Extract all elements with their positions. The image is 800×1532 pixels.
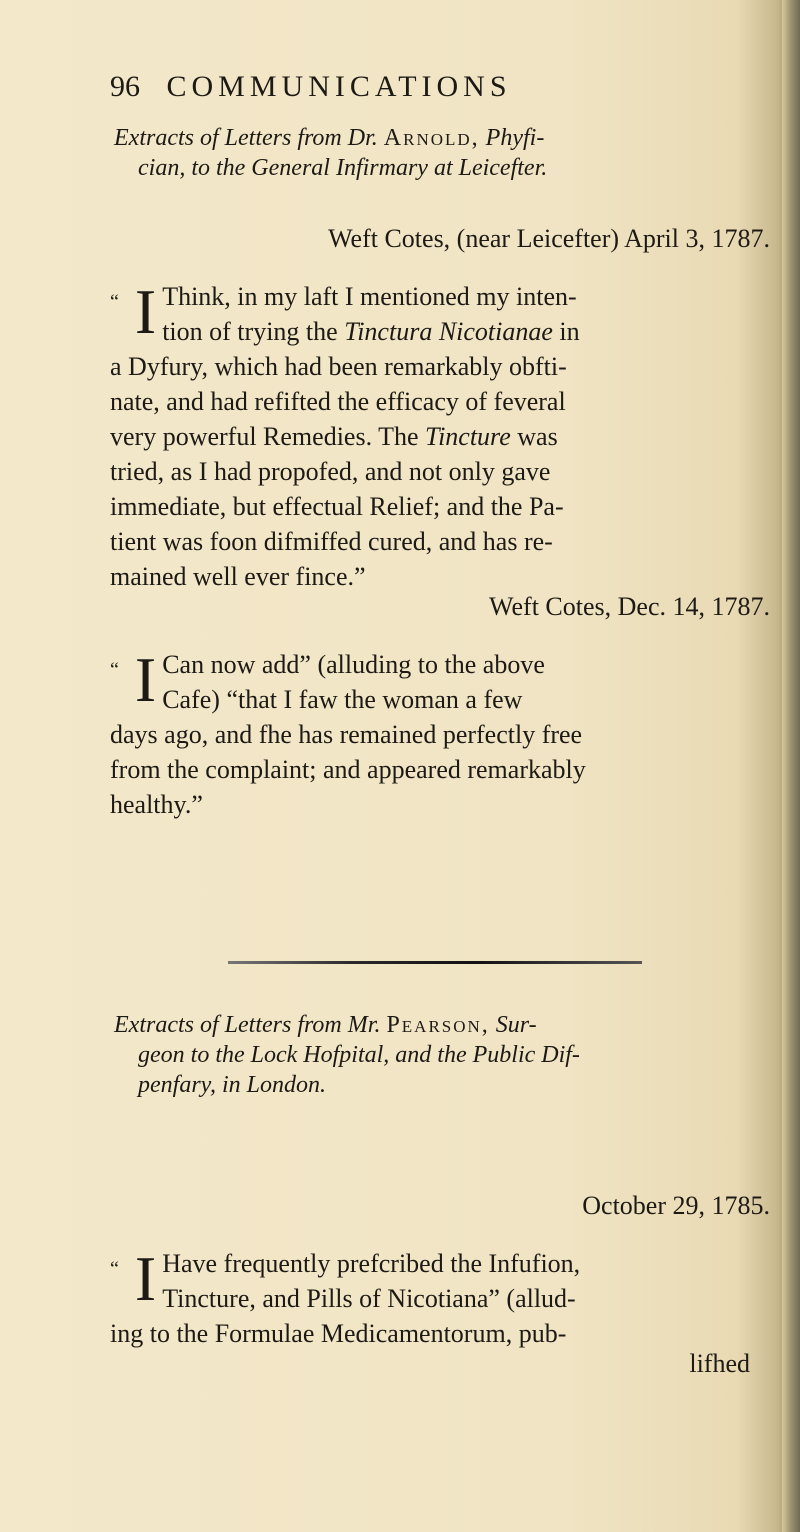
heading-text: Extracts of Letters from Dr. xyxy=(114,125,378,151)
text-line: mained well ever fince.” xyxy=(110,562,366,591)
heading-line: geon to the Lock Hofpital, and the Public Dif- xyxy=(138,1042,580,1068)
running-header xyxy=(110,70,770,104)
text-span: tion of trying the xyxy=(162,317,338,346)
text-line: immediate, but effectual Relief; and the Pa- xyxy=(110,492,564,521)
text-line: Can now add” (alluding to the above xyxy=(162,650,545,679)
text-span: very powerful Remedies. The xyxy=(110,422,419,451)
running-title: COMMUNICATIONS xyxy=(166,70,512,103)
heading-author: Pearson, xyxy=(386,1012,490,1038)
text-line: Have frequently prefcribed the Infufion, xyxy=(162,1249,581,1278)
text-line: days ago, and fhe has remained perfectly free xyxy=(110,720,583,749)
text-line: tried, as I had propofed, and not only gave xyxy=(110,457,551,486)
heading-line: penfary, in London. xyxy=(138,1072,327,1098)
letter-paragraph xyxy=(110,1243,770,1351)
text-line: tient was foon difmiffed cured, and has re- xyxy=(110,527,553,556)
section-heading-arnold xyxy=(110,123,774,183)
section-divider xyxy=(228,961,642,964)
text-span: was xyxy=(517,422,558,451)
text-line: healthy.” xyxy=(110,790,203,819)
dateline: Weft Cotes, (near Leicefter) April 3, 1787. xyxy=(328,224,770,253)
dateline: October 29, 1785. xyxy=(582,1191,770,1220)
italic-span: Tincture xyxy=(425,422,511,451)
heading-line: cian, to the General Infirmary at Leicefter. xyxy=(138,155,548,181)
text-line: Cafe) “that I faw the woman a few xyxy=(162,685,523,714)
heading-text: Sur- xyxy=(495,1012,537,1038)
page-edge xyxy=(782,0,800,1532)
letter-paragraph xyxy=(110,276,770,594)
letter-paragraph xyxy=(110,644,770,822)
text-line xyxy=(110,419,770,454)
section-heading-pearson xyxy=(110,1010,774,1100)
page-number: 96 xyxy=(110,70,140,103)
heading-author: Arnold, xyxy=(383,125,480,151)
catchword: lifhed xyxy=(689,1349,750,1378)
open-quote: “ xyxy=(110,291,119,313)
text-line: a Dyfury, which had been remarkably obfti- xyxy=(110,352,567,381)
heading-text: Phyfi- xyxy=(485,125,545,151)
drop-cap: I xyxy=(134,1243,157,1314)
open-quote: “ xyxy=(110,1258,119,1280)
text-line: Think, in my laft I mentioned my inten- xyxy=(162,282,577,311)
heading-text: Extracts of Letters from Mr. xyxy=(114,1012,381,1038)
text-line: ing to the Formulae Medicamentorum, pub- xyxy=(110,1319,567,1348)
open-quote: “ xyxy=(110,659,119,681)
dateline: Weft Cotes, Dec. 14, 1787. xyxy=(489,592,770,621)
text-line: from the complaint; and appeared remarkably xyxy=(110,755,586,784)
drop-cap: I xyxy=(134,644,157,715)
text-line xyxy=(110,314,770,349)
text-span: in xyxy=(559,317,580,346)
text-line: nate, and had refifted the efficacy of feveral xyxy=(110,387,566,416)
italic-span: Tinctura Nicotianae xyxy=(344,317,553,346)
drop-cap: I xyxy=(134,276,157,347)
text-line: Tincture, and Pills of Nicotiana” (allud- xyxy=(162,1284,576,1313)
